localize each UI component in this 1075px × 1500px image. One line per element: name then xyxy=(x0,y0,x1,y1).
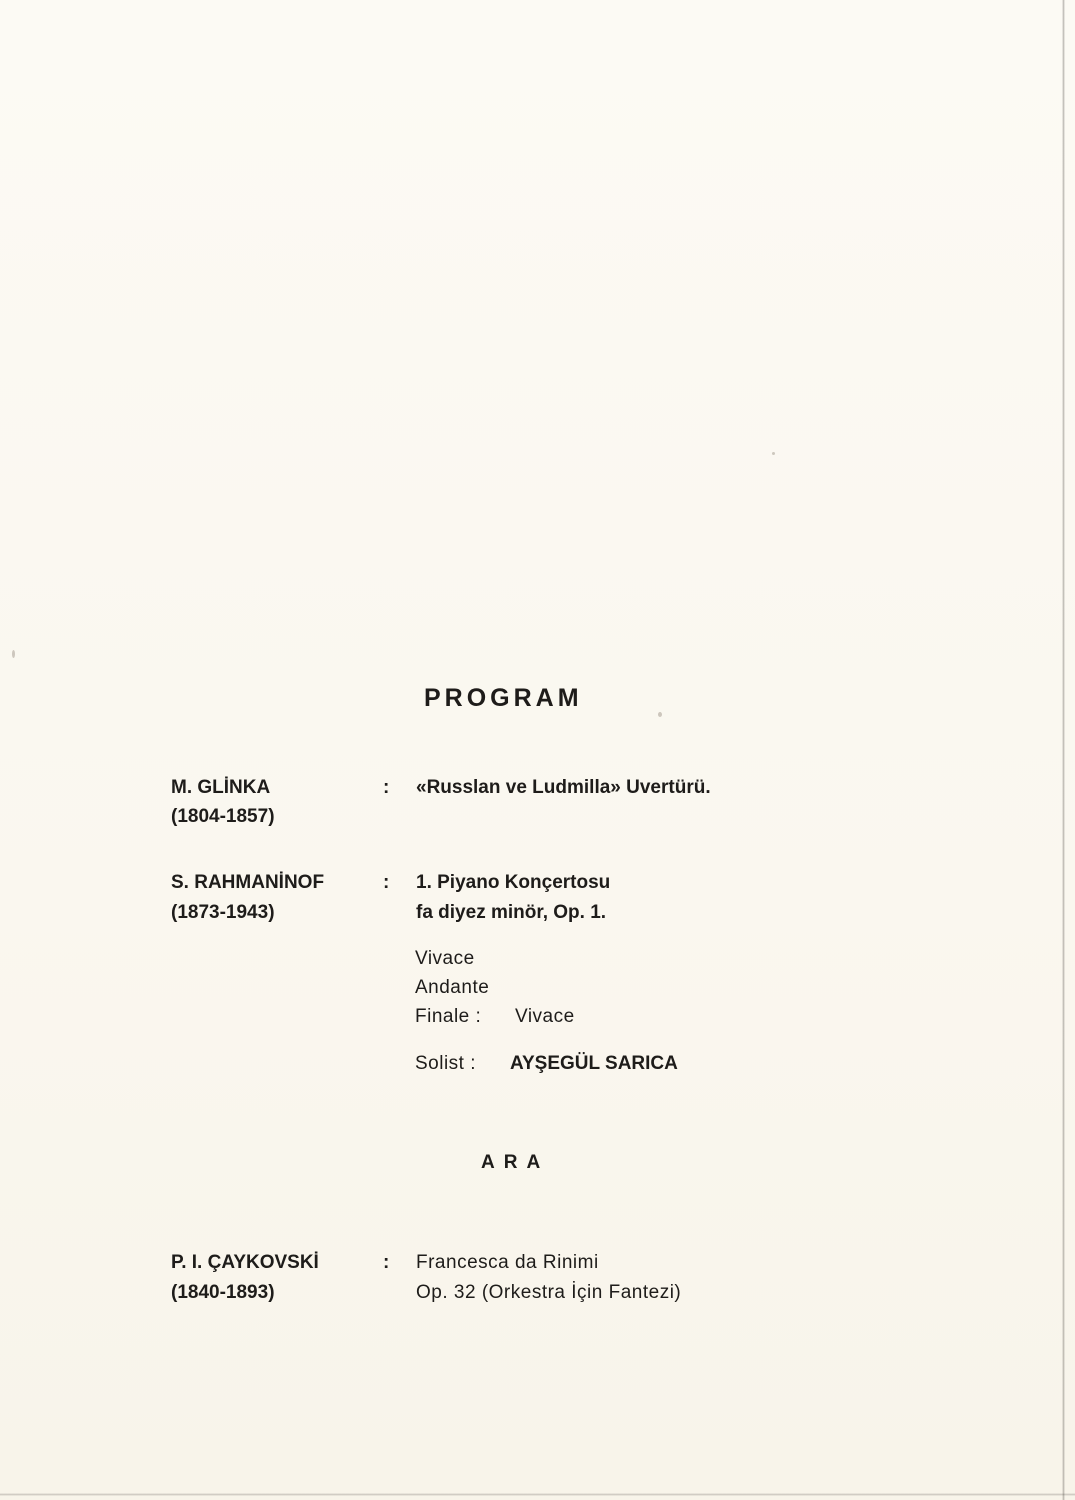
intermission-label: ARA xyxy=(481,1152,550,1173)
composer-years: (1873-1943) xyxy=(171,902,275,923)
movement-1: Vivace xyxy=(415,948,475,969)
work-title: «Russlan ve Ludmilla» Uvertürü. xyxy=(416,777,711,798)
paper-speck xyxy=(658,712,662,717)
paper-speck xyxy=(12,650,15,658)
composer-name: S. RAHMANİNOF xyxy=(171,872,325,893)
soloist-label: Solist : xyxy=(415,1053,477,1074)
work-opus: Op. 32 (Orkestra İçin Fantezi) xyxy=(416,1282,682,1303)
work-title: 1. Piyano Konçertosu xyxy=(416,872,611,893)
composer-years: (1840-1893) xyxy=(171,1282,275,1303)
program-title: PROGRAM xyxy=(424,684,583,712)
page-edge-bottom xyxy=(0,1493,1075,1496)
movement-3-tempo: Vivace xyxy=(515,1006,575,1027)
separator-colon: : xyxy=(383,1252,390,1273)
composer-name: P. I. ÇAYKOVSKİ xyxy=(171,1252,319,1273)
composer-years: (1804-1857) xyxy=(171,806,275,827)
composer-name: M. GLİNKA xyxy=(171,777,271,798)
work-key: fa diyez minör, Op. 1. xyxy=(416,902,607,923)
movement-3: Finale : xyxy=(415,1006,482,1027)
soloist-name: AYŞEGÜL SARICA xyxy=(510,1053,678,1074)
page-edge-right xyxy=(1062,0,1065,1500)
separator-colon: : xyxy=(383,872,390,893)
work-title: Francesca da Rinimi xyxy=(416,1252,599,1273)
separator-colon: : xyxy=(383,777,390,798)
paper-speck xyxy=(772,452,775,455)
movement-2: Andante xyxy=(415,977,490,998)
